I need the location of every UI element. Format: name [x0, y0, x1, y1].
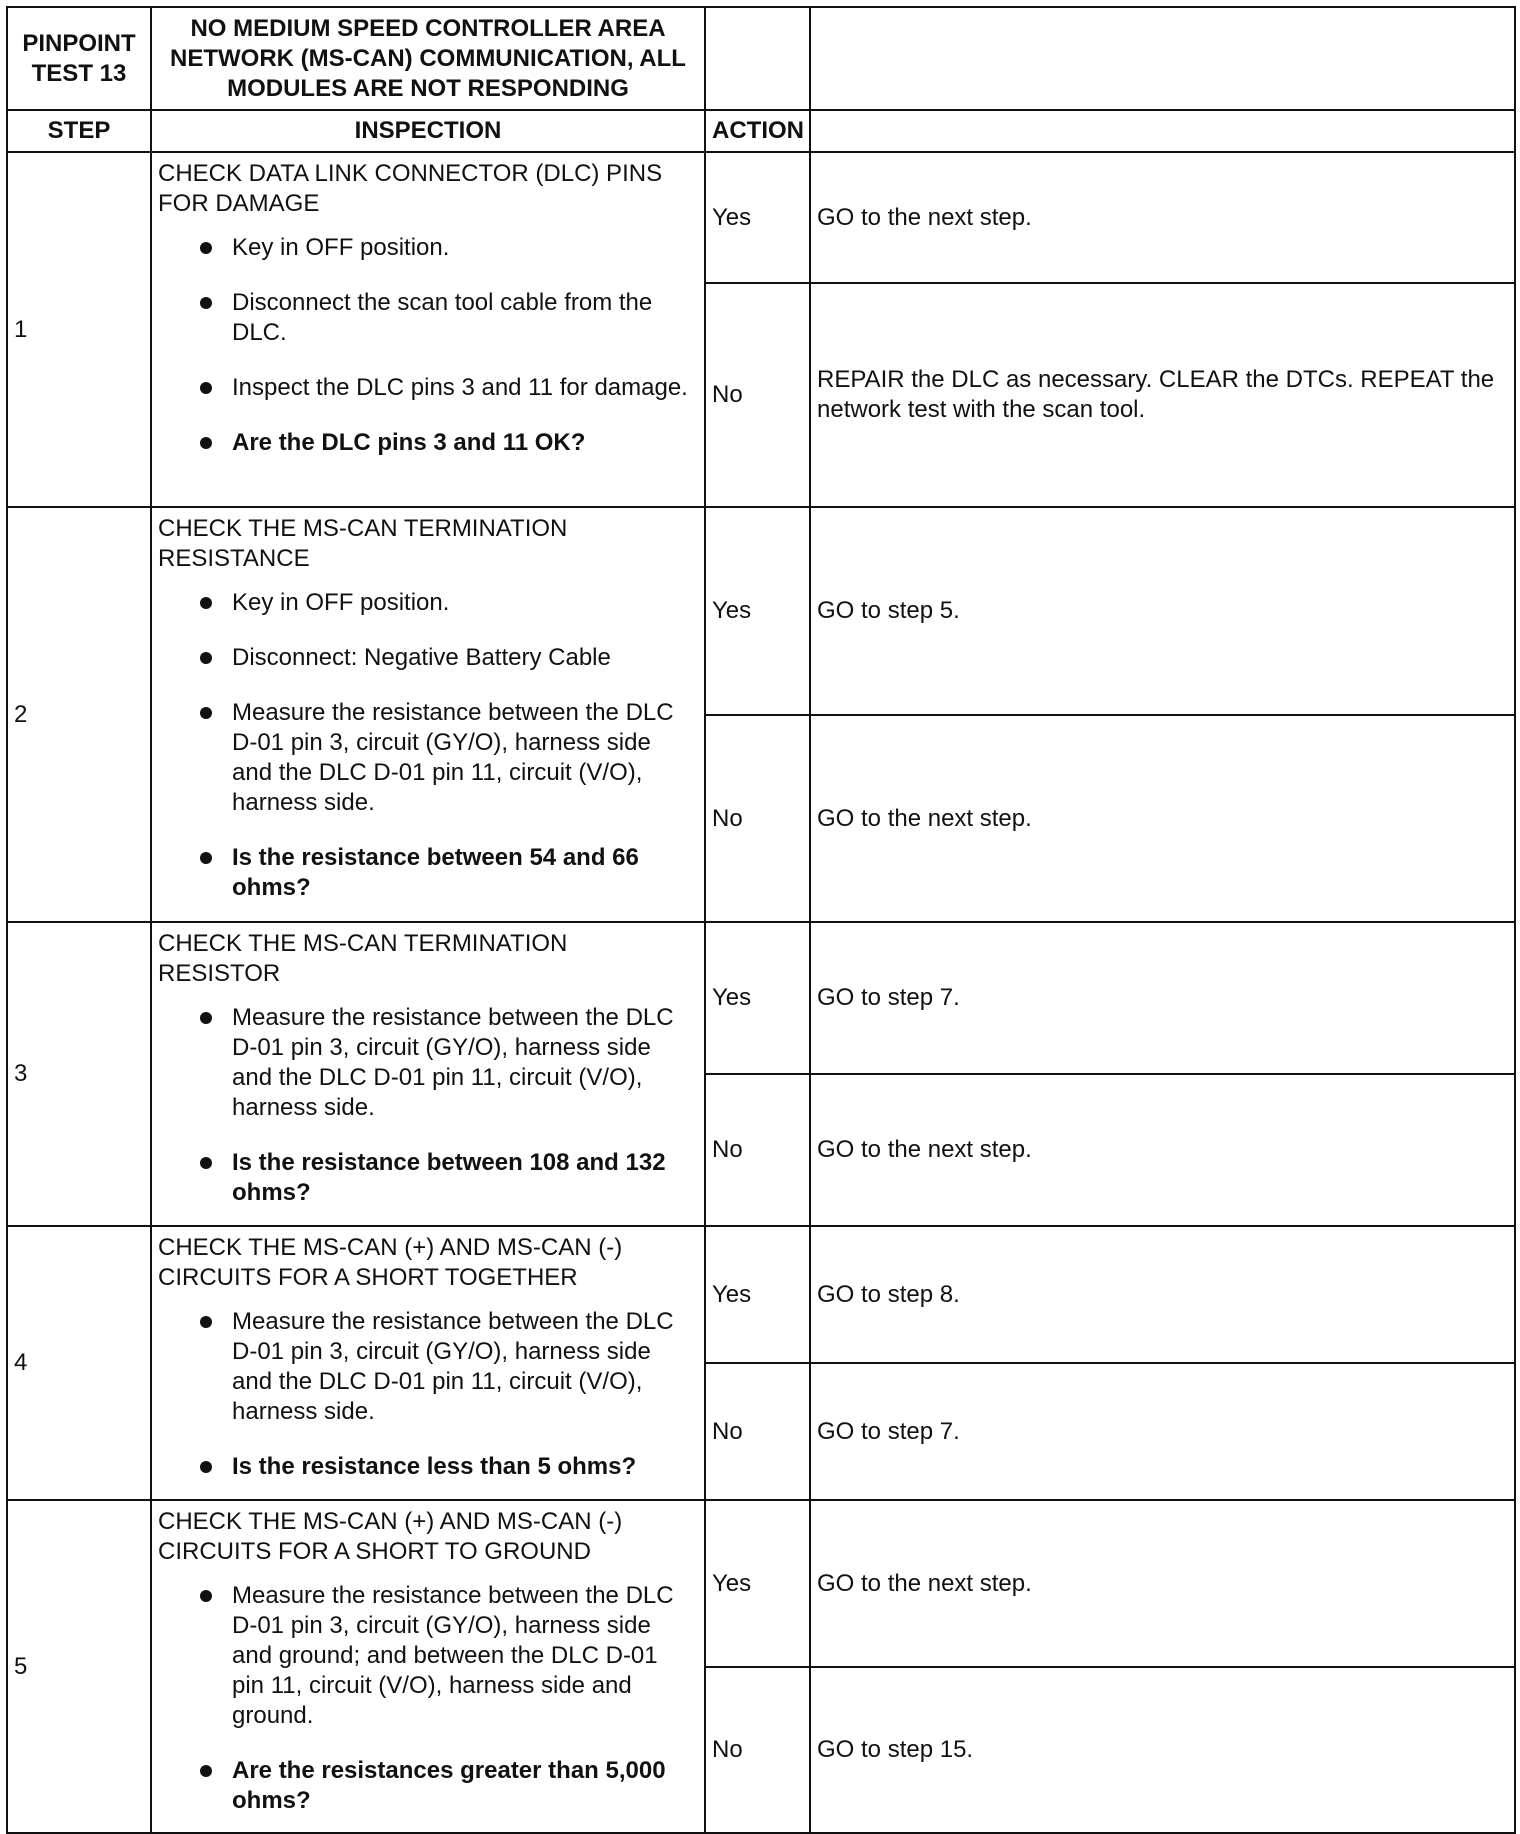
action-yes-result: GO to step 5. — [810, 507, 1515, 715]
step-bullet: Key in OFF position. — [232, 588, 692, 618]
action-yes-result: GO to step 8. — [810, 1226, 1515, 1363]
step-bullet-list — [158, 1307, 692, 1482]
step-number: 3 — [7, 922, 151, 1226]
step-inspection — [151, 1226, 705, 1500]
pinpoint-test-table — [6, 6, 1516, 1834]
title-empty-cell — [810, 7, 1515, 110]
steps-body — [7, 152, 1515, 1833]
pinpoint-label: PINPOINT TEST 13 — [7, 7, 151, 110]
step-title: CHECK DATA LINK CONNECTOR (DLC) PINS FOR DAMAGE — [158, 160, 663, 217]
step-row — [7, 1500, 1515, 1667]
action-yes-result: GO to the next step. — [810, 152, 1515, 283]
step-question: Are the resistances greater than 5,000 ohms? — [232, 1756, 692, 1816]
step-question: Are the DLC pins 3 and 11 OK? — [232, 428, 692, 458]
step-bullet: Measure the resistance between the DLC D-01 pin 3, circuit (GY/O), harness side and ground; and between the DLC D-01 pin 11, circuit (V/O), harness side and ground. — [232, 1581, 692, 1731]
step-bullet-list — [158, 1003, 692, 1208]
step-question: Is the resistance between 108 and 132 ohms? — [232, 1148, 692, 1208]
action-yes-result: GO to step 7. — [810, 922, 1515, 1074]
step-title: CHECK THE MS-CAN (+) AND MS-CAN (-) CIRCUITS FOR A SHORT TO GROUND — [158, 1508, 623, 1565]
action-yes-label: Yes — [705, 507, 810, 715]
step-number: 1 — [7, 152, 151, 507]
step-bullet: Measure the resistance between the DLC D-01 pin 3, circuit (GY/O), harness side and the DLC D-01 pin 11, circuit (V/O), harness side. — [232, 1307, 692, 1427]
column-header-action: ACTION — [705, 110, 810, 152]
column-header-step: STEP — [7, 110, 151, 152]
action-yes-label: Yes — [705, 152, 810, 283]
action-no-label: No — [705, 283, 810, 507]
column-header-row — [7, 110, 1515, 152]
step-inspection — [151, 1500, 705, 1833]
action-no-label: No — [705, 1363, 810, 1500]
action-no-result: GO to step 7. — [810, 1363, 1515, 1500]
step-bullet: Inspect the DLC pins 3 and 11 for damage. — [232, 373, 692, 403]
title-empty-cell — [705, 7, 810, 110]
action-no-result: REPAIR the DLC as necessary. CLEAR the DTCs. REPEAT the network test with the scan tool. — [810, 283, 1515, 507]
step-bullet-list — [158, 233, 692, 458]
step-bullet: Key in OFF position. — [232, 233, 692, 263]
test-title: NO MEDIUM SPEED CONTROLLER AREA NETWORK (MS-CAN) COMMUNICATION, ALL MODULES ARE NOT RESPONDING — [151, 7, 705, 110]
action-no-label: No — [705, 1667, 810, 1833]
action-no-label: No — [705, 715, 810, 922]
step-inspection — [151, 152, 705, 507]
step-title: CHECK THE MS-CAN TERMINATION RESISTANCE — [158, 515, 568, 572]
step-bullet: Disconnect: Negative Battery Cable — [232, 643, 692, 673]
step-question: Is the resistance less than 5 ohms? — [232, 1452, 692, 1482]
step-bullet: Measure the resistance between the DLC D-01 pin 3, circuit (GY/O), harness side and the DLC D-01 pin 11, circuit (V/O), harness side. — [232, 1003, 692, 1123]
step-row — [7, 152, 1515, 283]
column-header-empty — [810, 110, 1515, 152]
step-bullet: Measure the resistance between the DLC D-01 pin 3, circuit (GY/O), harness side and the DLC D-01 pin 11, circuit (V/O), harness side. — [232, 698, 692, 818]
step-row — [7, 1226, 1515, 1363]
step-title: CHECK THE MS-CAN (+) AND MS-CAN (-) CIRCUITS FOR A SHORT TOGETHER — [158, 1234, 623, 1291]
step-number: 5 — [7, 1500, 151, 1833]
step-bullet-list — [158, 1581, 692, 1816]
step-inspection — [151, 507, 705, 922]
step-number: 2 — [7, 507, 151, 922]
action-no-result: GO to step 15. — [810, 1667, 1515, 1833]
column-header-inspection: INSPECTION — [151, 110, 705, 152]
step-row — [7, 507, 1515, 715]
step-row — [7, 922, 1515, 1074]
title-row — [7, 7, 1515, 110]
step-inspection — [151, 922, 705, 1226]
step-bullet-list — [158, 588, 692, 903]
step-title: CHECK THE MS-CAN TERMINATION RESISTOR — [158, 930, 568, 987]
step-question: Is the resistance between 54 and 66 ohms? — [232, 843, 692, 903]
step-number: 4 — [7, 1226, 151, 1500]
action-no-label: No — [705, 1074, 810, 1226]
action-yes-label: Yes — [705, 1500, 810, 1667]
action-yes-label: Yes — [705, 1226, 810, 1363]
action-yes-result: GO to the next step. — [810, 1500, 1515, 1667]
action-no-result: GO to the next step. — [810, 1074, 1515, 1226]
action-yes-label: Yes — [705, 922, 810, 1074]
action-no-result: GO to the next step. — [810, 715, 1515, 922]
step-bullet: Disconnect the scan tool cable from the DLC. — [232, 288, 692, 348]
